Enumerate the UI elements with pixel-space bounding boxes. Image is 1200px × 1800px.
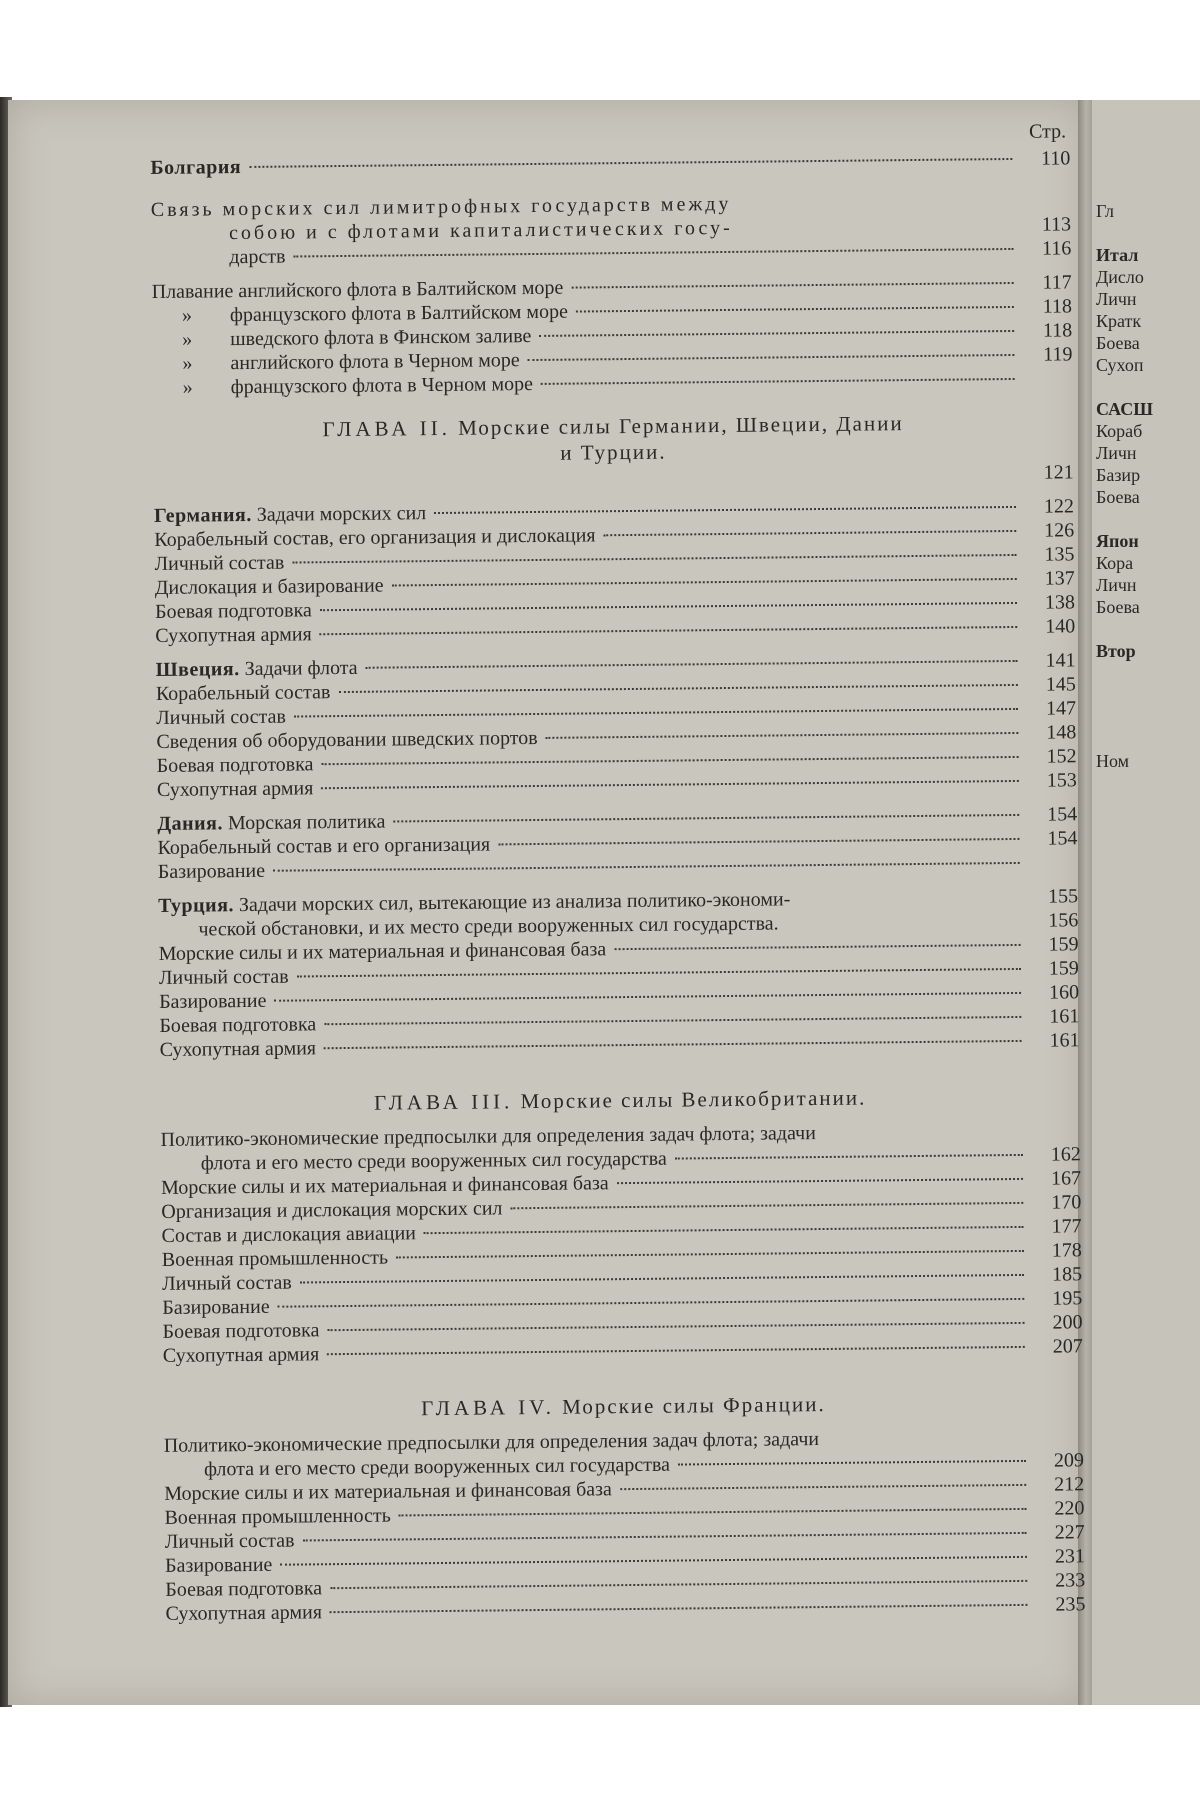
facing-page-line <box>1096 728 1153 750</box>
leader-dots <box>278 1298 1025 1308</box>
entry-title: Боевая подготовка <box>154 599 312 623</box>
page-number: 167 <box>1050 1167 1082 1190</box>
entry-title: Сухопутная армия <box>155 623 312 647</box>
page-number <box>1031 1136 1081 1137</box>
entry-title: Личный состав <box>158 965 289 989</box>
page-number: 231 <box>1054 1545 1086 1568</box>
page-number: 185 <box>1051 1263 1083 1286</box>
ditto-mark: » <box>182 328 193 351</box>
leader-dots <box>274 992 1021 1002</box>
page-number: 122 <box>1043 495 1075 518</box>
page-number: 195 <box>1052 1287 1083 1310</box>
entry-title: Личный состав <box>164 1529 295 1553</box>
country-name: Германия. <box>153 503 252 527</box>
leader-dots <box>293 248 1013 258</box>
page-number: 156 <box>1048 909 1079 932</box>
leader-dots <box>620 1484 1026 1490</box>
facing-page-line <box>1096 618 1153 640</box>
page-number: 118 <box>1042 319 1073 342</box>
leader-dots <box>396 1250 1024 1259</box>
leader-dots <box>303 1532 1027 1542</box>
leader-dots <box>779 927 1029 930</box>
facing-page-line: Боева <box>1096 597 1140 617</box>
entry-title: Личный состав <box>161 1271 292 1295</box>
entry-title: Корабельный состав <box>155 681 331 705</box>
entry-title: Политико-экономические предпосылки для определения задач флота; задачи <box>163 1428 820 1457</box>
entry-title: Корабельный состав, его организация и дислокация <box>154 524 596 551</box>
page-number: 126 <box>1044 519 1075 542</box>
entry-title: Боевая подготовка <box>159 1013 317 1037</box>
leader-dots <box>816 1137 1031 1139</box>
table-of-contents <box>150 120 1086 1626</box>
country-name: Дания. <box>157 812 224 835</box>
leader-dots <box>541 378 1015 385</box>
country-name: Болгария <box>150 156 242 179</box>
page-number: 141 <box>1045 649 1076 672</box>
page-number: 153 <box>1046 769 1077 792</box>
toc-entry-voyage-lead: Плавание английского флота в Балтийском море 117 <box>151 271 1072 303</box>
page-number: 118 <box>1042 295 1073 318</box>
entry-title: Корабельный состав и его организация <box>157 833 491 859</box>
page-number: 170 <box>1051 1191 1082 1214</box>
page-number: 161 <box>1049 1029 1080 1052</box>
toc-entry-voyage: » французского флота в Черном море <box>153 366 1073 400</box>
facing-page-line: САСШ <box>1096 399 1153 419</box>
page-number: 140 <box>1045 615 1076 638</box>
chapter-heading: ГЛАВА III. Морские силы Великобритании. <box>373 1085 867 1115</box>
facing-page-line: Кораб <box>1096 421 1143 441</box>
entry-title: Сухопутная армия <box>159 1037 317 1061</box>
facing-page-line: Базир <box>1096 465 1141 485</box>
leader-dots <box>393 814 1019 823</box>
page-number: 220 <box>1054 1497 1085 1520</box>
page-number: 159 <box>1048 957 1079 980</box>
facing-page-line: Сухоп <box>1096 355 1144 375</box>
page-number: 161 <box>1049 1005 1080 1028</box>
facing-page-line: Боева <box>1096 487 1140 507</box>
leader-dots <box>678 1460 1026 1466</box>
facing-page-line: Личн <box>1096 575 1137 595</box>
facing-page-line: Личн <box>1096 443 1137 463</box>
entry-title: Состав и дислокация авиации <box>161 1222 417 1247</box>
entry-title: Базирование <box>164 1553 273 1577</box>
leader-dots <box>294 708 1018 718</box>
page-number: 160 <box>1048 981 1080 1004</box>
entry-title: Боевая подготовка <box>165 1577 323 1601</box>
facing-page-line: Япон <box>1096 531 1139 551</box>
facing-page-line: Итал <box>1096 245 1139 265</box>
leader-dots <box>327 1322 1024 1331</box>
leader-dots <box>280 1556 1027 1566</box>
facing-page-line <box>1096 684 1153 706</box>
toc-entry-voyage: » английского флота в Черном море 119 <box>152 342 1072 376</box>
entry-title: Морские силы и их материальная и финансовая база <box>158 938 607 965</box>
facing-page-line <box>1096 706 1153 728</box>
toc-entry-connection-line2: собою и с флотами капиталистических госу- 113 <box>228 213 1072 245</box>
leader-dots <box>819 1443 1034 1445</box>
page-number: 212 <box>1054 1473 1085 1496</box>
leader-dots <box>498 838 1019 845</box>
leader-dots <box>330 1604 1028 1613</box>
facing-page-line: Кора <box>1096 553 1134 573</box>
facing-page-line: Втор <box>1096 641 1136 661</box>
leader-dots <box>338 684 1017 693</box>
page-number: 110 <box>1040 147 1071 170</box>
country-name: Швеция. <box>155 658 240 681</box>
page-number: 233 <box>1055 1569 1086 1592</box>
facing-page-line <box>1096 662 1153 684</box>
leader-dots <box>321 756 1018 765</box>
leader-dots <box>320 602 1017 611</box>
facing-page-line <box>1096 222 1153 244</box>
entry-title: флота и его место среди вооруженных сил государства <box>203 1453 671 1481</box>
leader-dots <box>614 944 1020 950</box>
page-number: 135 <box>1044 543 1075 566</box>
leader-dots <box>321 780 1019 789</box>
entry-title: флота и его место среди вооруженных сил государства <box>200 1147 667 1175</box>
leader-dots <box>392 578 1017 587</box>
facing-page-line: Дисло <box>1096 267 1144 287</box>
page-number: 116 <box>1041 237 1072 260</box>
page-number: 119 <box>1043 343 1073 366</box>
page-number: 155 <box>1047 885 1079 908</box>
facing-page-text <box>1096 200 1153 772</box>
leader-dots <box>297 968 1021 978</box>
ditto-mark: » <box>181 304 193 327</box>
entry-title: Базирование <box>162 1295 270 1319</box>
facing-page-line: Личн <box>1096 289 1137 309</box>
leader-dots <box>576 306 1014 313</box>
page-number: 200 <box>1052 1311 1083 1334</box>
leader-dots <box>324 1040 1022 1049</box>
leader-dots <box>320 626 1018 635</box>
page-number: 178 <box>1051 1239 1082 1262</box>
ditto-mark: » <box>182 376 193 399</box>
page-number: 162 <box>1050 1143 1081 1166</box>
leader-dots <box>273 862 1020 872</box>
leader-dots <box>510 1202 1023 1209</box>
leader-dots <box>399 1508 1027 1517</box>
leader-dots <box>327 1346 1025 1355</box>
leader-dots <box>539 330 1014 337</box>
toc-entry-voyage: » шведского флота в Финском заливе 118 <box>152 318 1072 352</box>
entry-title: Боевая подготовка <box>162 1319 320 1343</box>
toc-entry-connection-line3: дарств 116 <box>229 237 1072 269</box>
leader-dots <box>249 158 1012 168</box>
page-number: 145 <box>1045 673 1076 696</box>
page-number: 152 <box>1046 745 1077 768</box>
page-number: 154 <box>1047 827 1078 850</box>
chapter-heading: ГЛАВА IV. Морские силы Франции. <box>421 1391 826 1421</box>
facing-page-line: Кратк <box>1096 311 1142 331</box>
entry-title: ческой обстановки, и их место среди вооруженных сил государства. <box>198 912 779 941</box>
page-column-label: Стр. <box>1028 120 1067 143</box>
entry-title: Морские силы и их материальная и финансовая база <box>164 1478 612 1505</box>
entry-title: Военная промышленность <box>164 1504 391 1529</box>
page-number: 177 <box>1051 1215 1082 1238</box>
toc-entry-voyage: » французского флота в Балтийском море 118 <box>152 294 1072 328</box>
page-number: 209 <box>1053 1449 1085 1472</box>
entry-title: Сухопутная армия <box>162 1343 320 1367</box>
chapter-heading: ГЛАВА II. Морские силы Германии, Швеции, Дании и Турции. <box>322 411 904 465</box>
page-number: 207 <box>1052 1335 1083 1358</box>
entry-title: Личный состав <box>154 551 285 575</box>
page-number <box>1034 1442 1084 1443</box>
leader-dots <box>424 1226 1024 1234</box>
entry-title: Задачи морских сил <box>256 502 427 526</box>
entry-title: Боевая подготовка <box>156 753 314 777</box>
facing-page-line: Боева <box>1096 333 1140 353</box>
page-number: 113 <box>1041 213 1072 236</box>
page-number: 137 <box>1044 567 1075 590</box>
entry-title: Задачи морских сил, вытекающие из анализа политико-экономи- <box>238 888 791 917</box>
page-number: 227 <box>1054 1521 1085 1544</box>
leader-dots <box>330 1580 1027 1589</box>
facing-page-line <box>1096 376 1153 398</box>
entry-title: Военная промышленность <box>161 1246 389 1271</box>
entry-title: Политико-экономические предпосылки для определения задач флота; задачи <box>160 1122 816 1151</box>
page-number: 117 <box>1042 271 1072 294</box>
page-number: 235 <box>1055 1593 1086 1616</box>
leader-dots <box>366 660 1018 669</box>
entry-title: Сухопутная армия <box>165 1601 323 1625</box>
entry-title: Дислокация и базирование <box>154 574 384 599</box>
page-number: 154 <box>1047 803 1078 826</box>
leader-dots <box>546 732 1019 739</box>
ditto-mark: » <box>182 352 193 375</box>
leader-dots <box>675 1154 1023 1160</box>
page-number: 138 <box>1044 591 1076 614</box>
leader-dots <box>790 903 1028 905</box>
page-number: 147 <box>1045 697 1077 720</box>
entry-title: Морские силы и их материальная и финансовая база <box>160 1172 609 1199</box>
leader-dots <box>300 1274 1024 1284</box>
toc-entry-connection-line1: Связь морских сил лимитрофных государств между <box>150 192 732 221</box>
country-name: Турция. <box>158 894 235 917</box>
leader-dots <box>292 554 1016 564</box>
entry-title: Сухопутная армия <box>156 777 314 801</box>
leader-dots <box>434 506 1016 514</box>
leader-dots <box>571 282 1013 289</box>
page-number: 121 <box>1043 461 1074 484</box>
page-number: 159 <box>1048 933 1079 956</box>
facing-page-line: Гл <box>1096 201 1115 221</box>
entry-title: Базирование <box>159 989 267 1013</box>
leader-dots <box>324 1016 1021 1025</box>
entry-title: Личный состав <box>156 705 286 729</box>
page-number <box>1028 868 1078 869</box>
entry-title: Базирование <box>157 859 266 883</box>
entry-title: Организация и дислокация морских сил <box>161 1197 503 1223</box>
page-number: 148 <box>1046 721 1077 744</box>
entry-title: Сведения об оборудовании шведских портов <box>156 726 538 753</box>
facing-page-line <box>1096 508 1153 530</box>
leader-dots <box>604 530 1017 536</box>
entry-title: Задачи флота <box>244 656 358 681</box>
leader-dots <box>528 354 1015 361</box>
leader-dots <box>617 1178 1023 1184</box>
facing-page-line: Ном <box>1096 751 1130 771</box>
entry-title: Морская политика <box>227 810 386 835</box>
